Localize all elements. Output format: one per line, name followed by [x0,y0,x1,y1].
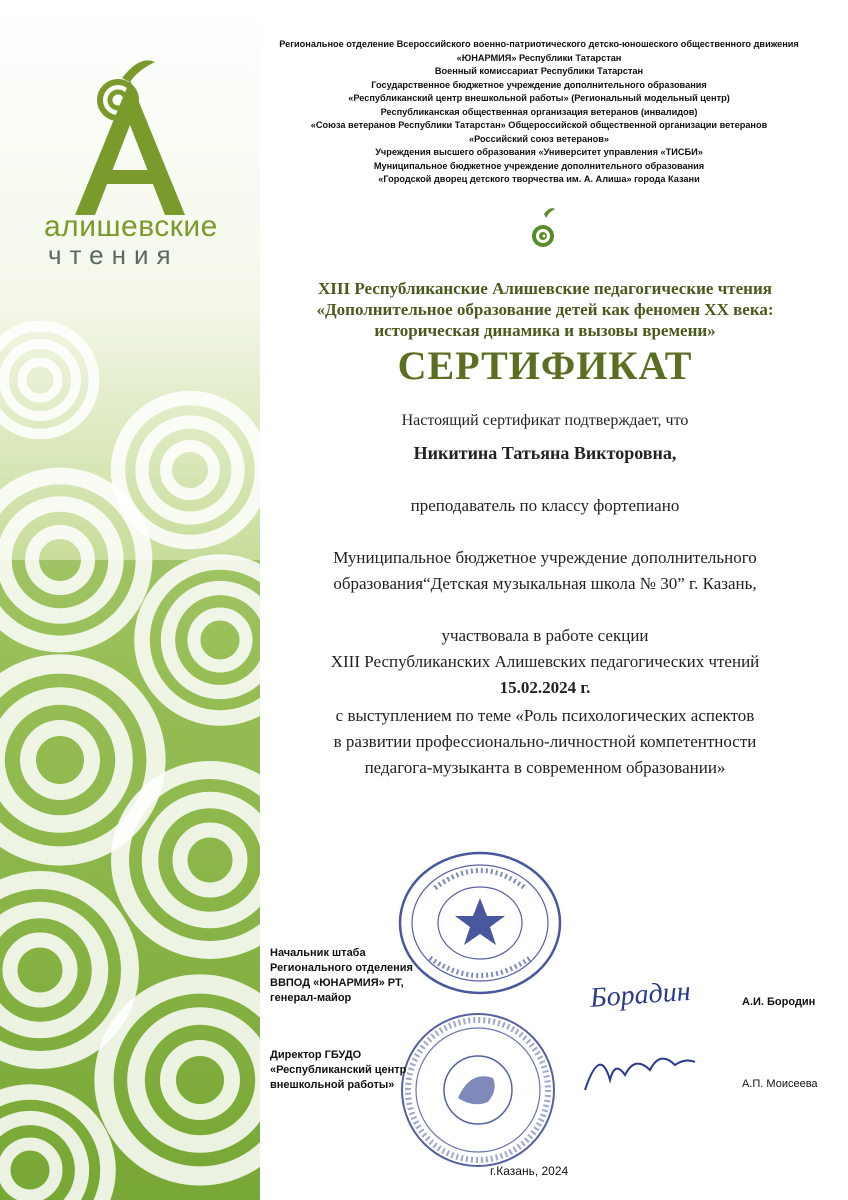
event-title-line2: «Дополнительное образование детей как феномен XX века: [316,300,774,319]
organizer-line: Государственное бюджетное учреждение дополнительного образования [371,79,707,90]
organizer-line: Военный комиссариат Республики Татарстан [434,66,644,76]
event-title-line1: XIII Республиканские Алишевские педагогические чтения [318,279,772,298]
organizer-line: Учреждения высшего образования «Университет управления «ТИСБИ» [375,147,703,157]
signatory-1-line: генерал-майор [270,992,352,1004]
signatory-1-title [270,946,413,1006]
organizer-line: «Городской дворец детского творчества им. А. Алиша» города Казани [378,174,700,184]
organizer-line: Республиканская общественная организация ветеранов (инвалидов) [380,106,698,117]
participation-date: 15.02.2024 г. [499,678,591,697]
recipient-name: Никитина Татьяна Викторовна, [413,443,677,463]
organizer-line: «Российский союз ветеранов» [468,133,610,144]
event-title-line3: историческая динамика и вызовы времени» [374,321,716,340]
logo-title-line2: чтения [48,240,179,270]
signature-2-mark [580,1040,700,1100]
city-year: г.Казань, 2024 [490,1164,569,1178]
signatory-1-line: Начальник штаба [270,947,366,959]
snail-icon [530,206,556,254]
event-title [280,278,810,341]
organizer-line: «Союза ветеранов Республики Татарстан» Общероссийской общественной организации ветеранов [310,120,768,130]
signatory-2-line: внешкольной работы» [270,1079,395,1091]
institution-line1: Муниципальное бюджетное учреждение дополнительного [333,548,757,567]
organizers-list [250,38,828,187]
logo-title-line1: алишевские [44,210,218,243]
organizer-line: Муниципальное бюджетное учреждение дополнительного образования [373,160,705,171]
institution-line2: образования“Детская музыкальная школа № 30” г. Казань, [333,574,757,593]
rcvr-stamp [398,1010,558,1170]
topic-line1: с выступлением по теме «Роль психологических аспектов [335,706,755,725]
signatory-2-line: «Республиканский центр [270,1064,407,1076]
signatory-2-line: Директор ГБУДО [270,1049,362,1061]
participation-line1: участвовала в работе секции [441,626,649,645]
organizer-line: «Республиканский центр внешкольной работы» (Региональный модельный центр) [348,93,730,103]
organizer-line: Региональное отделение Всероссийского военно-патриотического детско-юношеского общественного движения [279,39,799,49]
certificate-title: СЕРТИФИКАТ [397,343,693,388]
organizer-line: «ЮНАРМИЯ» Республики Татарстан [456,52,622,63]
unarmia-stamp [395,848,565,998]
recipient-position: преподаватель по классу фортепиано [410,496,680,515]
signature-1: Борадин [589,975,692,1014]
topic-line3: педагога-музыканта в современном образовании» [364,758,726,777]
confirm-text: Настоящий сертификат подтверждает, что [401,412,689,429]
signatory-2-title [270,1048,406,1093]
participation-line2: XIII Республиканских Алишевских педагогических чтений [330,652,760,671]
signatory-1-line: ВВПОД «ЮНАРМИЯ» РТ, [270,977,404,989]
signatory-2-name: А.П. Моисеева [742,1078,818,1090]
topic-line2: в развитии профессионально-личностной компетентности [333,732,757,751]
signatory-1-line: Регионального отделения [270,962,413,974]
signatory-1-name: А.И. Бородин [742,996,816,1008]
